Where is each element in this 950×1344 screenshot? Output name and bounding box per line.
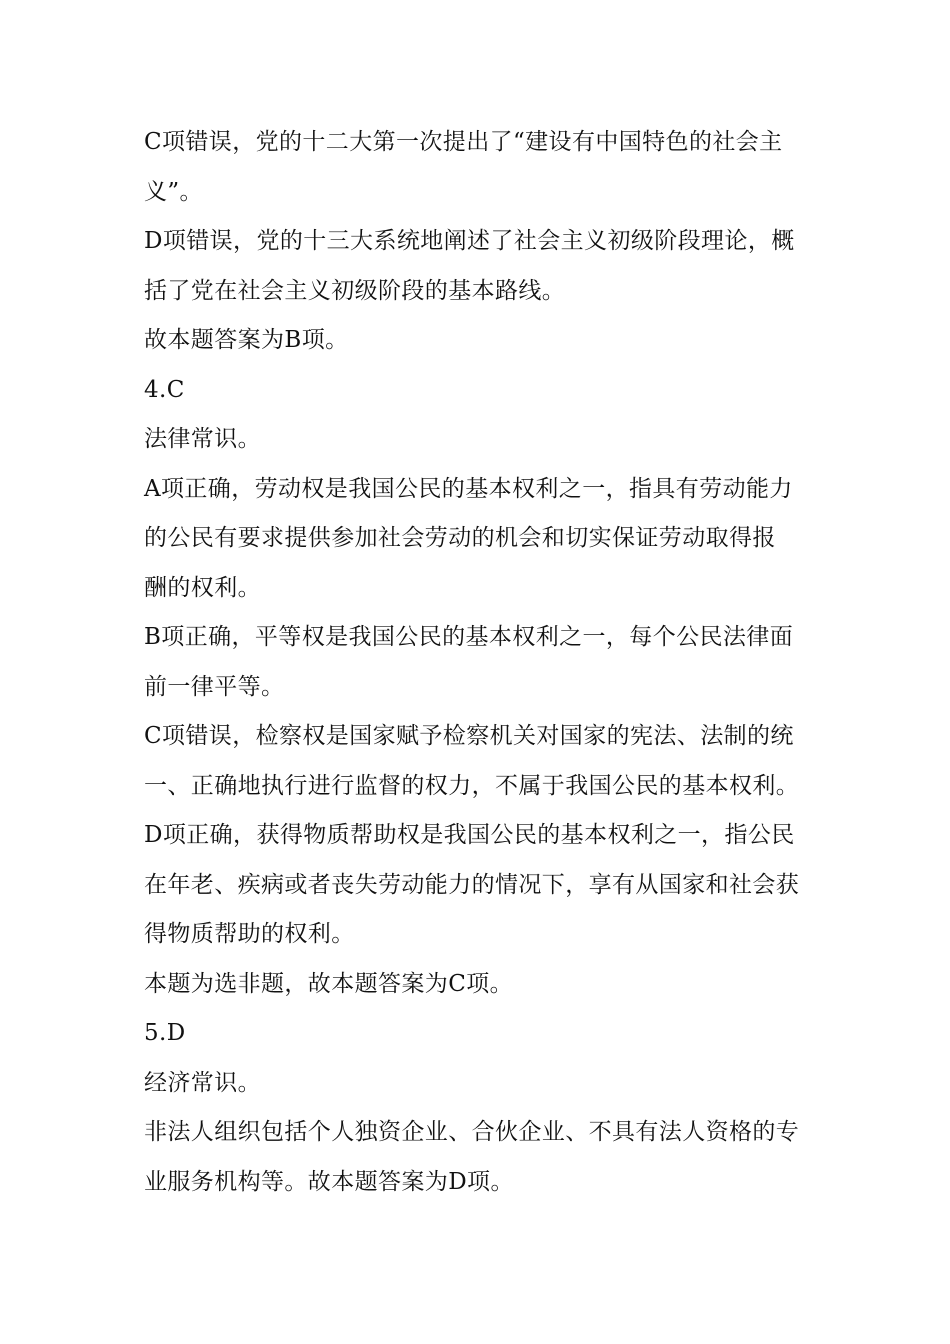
text-line: 得物质帮助的权利。 [144,921,355,947]
text-line: D项错误，党的十三大系统地阐述了社会主义初级阶段理论，概 [144,228,795,254]
text-line: 非法人组织包括个人独资企业、合伙企业、不具有法人资格的专 [144,1119,800,1145]
text-line: 的公民有要求提供参加社会劳动的机会和切实保证劳动取得报 [144,525,776,551]
question-number: 4.C [144,376,185,403]
text-line: C项错误，党的十二大第一次提出了“建设有中国特色的社会主 [144,129,783,155]
text-line: D项正确，获得物质帮助权是我国公民的基本权利之一，指公民 [144,822,795,848]
document-body [144,118,814,1207]
text-line: 义”。 [144,178,203,205]
text-line: B项正确，平等权是我国公民的基本权利之一，每个公民法律面 [144,624,794,650]
text-line: 前一律平等。 [144,673,285,700]
text-line: 业服务机构等。故本题答案为D项。 [144,1168,514,1195]
topic-label: 经济常识。 [144,1069,261,1096]
text-line: 在年老、疾病或者丧失劳动能力的情况下，享有从国家和社会获 [144,871,800,898]
text-line: 酬的权利。 [144,574,261,601]
question-number: 5.D [144,1020,186,1046]
text-line: 故本题答案为B项。 [144,327,349,353]
text-line: 括了党在社会主义初级阶段的基本路线。 [144,277,566,304]
text-line: C项错误，检察权是国家赋予检察机关对国家的宪法、法制的统 [144,723,794,749]
text-line: 一、正确地执行进行监督的权力，不属于我国公民的基本权利。 [144,772,800,799]
text-line: A项正确，劳动权是我国公民的基本权利之一，指具有劳动能力 [144,475,793,502]
topic-label: 法律常识。 [144,426,261,452]
text-line: 本题为选非题，故本题答案为C项。 [144,970,513,997]
